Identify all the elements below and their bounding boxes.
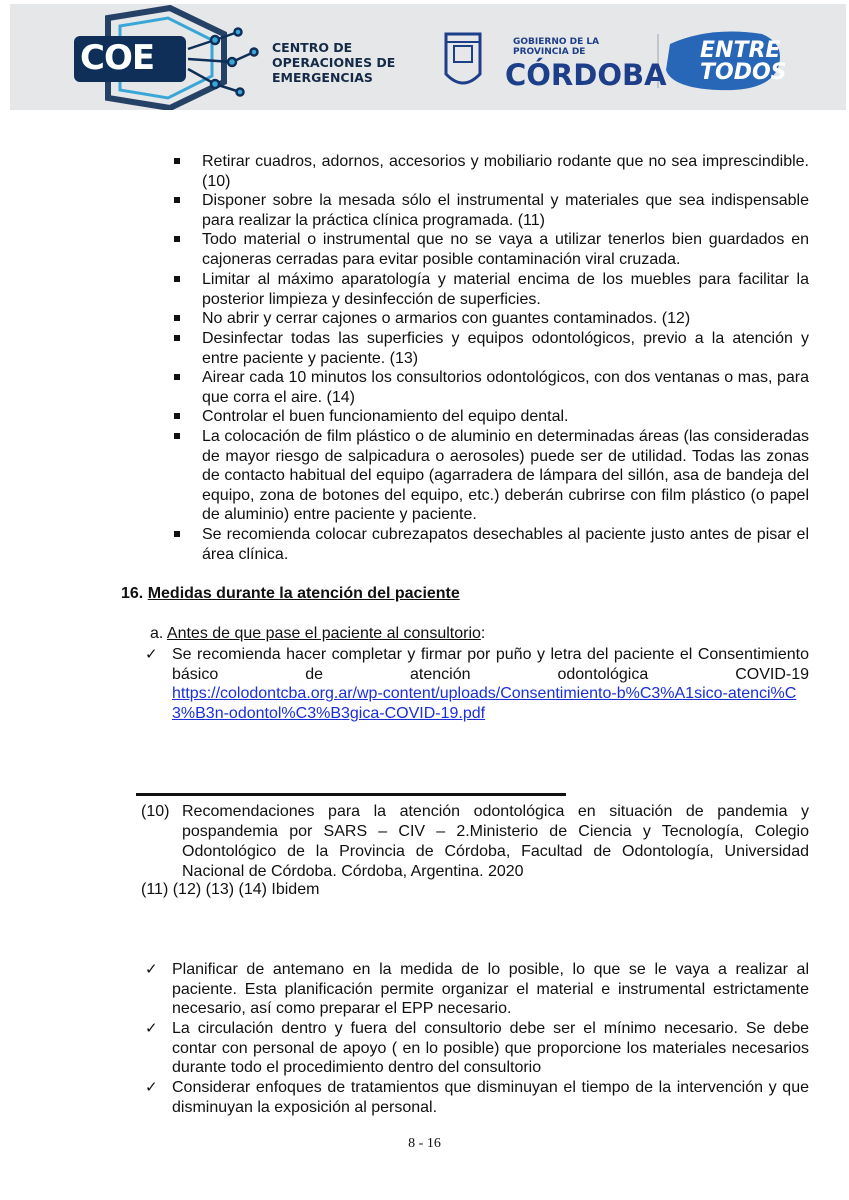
list-item: Limitar al máximo aparatología y material encima de los muebles para facilitar la posterior limpieza y desinfección de superficies. <box>202 270 809 309</box>
footnote-ibidem: (11) (12) (13) (14) Ibidem <box>141 881 320 898</box>
list-item: Disponer sobre la mesada sólo el instrumental y materiales que sea indispensable para realizar la práctica clínica programada. (11) <box>202 191 809 230</box>
government-label: GOBIERNO DE LA PROVINCIA DE <box>513 37 600 57</box>
list-item: Retirar cuadros, adornos, accesorios y mobiliario rodante que no sea imprescindible. (10) <box>202 152 809 191</box>
list-item: No abrir y cerrar cajones o armarios con guantes contaminados. (12) <box>202 309 809 329</box>
square-bullet-icon <box>174 236 180 242</box>
square-bullet-icon <box>174 276 180 282</box>
slogan: ENTRE TODOS <box>700 38 787 85</box>
header-banner <box>10 4 846 110</box>
square-bullet-icon <box>174 315 180 321</box>
checkmark-icon: ✓ <box>145 1019 158 1037</box>
checklist-item: ✓ Planificar de antemano en la medida de lo posible, lo que se le vaya a realizar al paciente. Esta planificación permite organizar el material e instrumental estrictamente necesario, así como preparar el EPP necesario. <box>145 960 809 1017</box>
cordoba-wordmark: CÓRDOBA <box>505 58 667 92</box>
checklist-item: ✓ Se recomienda hacer completar y firmar por puño y letra del paciente el Consentimiento básico de atención odontológica COVID-19 https://colodontcba.org.ar/wp-content/uploads/Consentimiento-b%C3%A1sico-atenci%C3%B3n-odontol%C3%B3gica-COVID-19.pdf <box>145 645 809 722</box>
checklist-item: ✓ Considerar enfoques de tratamientos que disminuyan el tiempo de la intervención y que disminuyan la exposición al personal. <box>145 1078 809 1116</box>
list-item: Airear cada 10 minutos los consultorios odontológicos, con dos ventanas o mas, para que corra el aire. (14) <box>202 368 809 407</box>
square-bullet-icon <box>174 158 180 164</box>
list-item: Desinfectar todas las superficies y equipos odontológicos, previo a la atención y entre paciente y paciente. (13) <box>202 329 809 368</box>
square-bullet-icon <box>174 335 180 341</box>
page-number: 8 - 16 <box>408 1136 441 1151</box>
list-item: Se recomienda colocar cubrezapatos desechables al paciente justo antes de pisar el área clínica. <box>202 525 809 564</box>
checklist-item: ✓ La circulación dentro y fuera del consultorio debe ser el mínimo necesario. Se debe contar con personal de apoyo ( en lo posible) que proporcione los materiales necesarios durante todo el procedimiento dentro del consultorio <box>145 1019 809 1076</box>
footnote-10: (10) Recomendaciones para la atención odontológica en situación de pandemia y pospandemia por SARS – CIV – 2.Ministerio de Ciencia y Tecnología, Colegio Odontológico de la Provincia de Córdoba, Facultad de Odontología, Universidad Nacional de Córdoba. Córdoba, Argentina. 2020 <box>141 803 809 880</box>
square-bullet-icon <box>174 413 180 419</box>
subsection-heading: a. Antes de que pase el paciente al consultorio: <box>150 625 486 642</box>
consent-form-link[interactable]: https://colodontcba.org.ar/wp-content/uploads/Consentimiento-b%C3%A1sico-atenci%C3%B3n-odontol%C3%B3gica-COVID-19.pdf <box>172 685 797 722</box>
section-heading: 16. Medidas durante la atención del paciente <box>121 585 460 602</box>
coe-full-name: CENTRO DE OPERACIONES DE EMERGENCIAS <box>272 40 396 85</box>
coe-logo-text: COE <box>80 38 155 78</box>
checkmark-icon: ✓ <box>145 1078 158 1096</box>
checkmark-icon: ✓ <box>145 960 158 978</box>
square-bullet-icon <box>174 374 180 380</box>
square-bullet-icon <box>174 433 180 439</box>
cordoba-shield-icon <box>446 34 480 83</box>
list-item: La colocación de film plástico o de aluminio en determinadas áreas (las consideradas de mayor riesgo de salpicadura o aerosoles) puede ser de utilidad. Todas las zonas de contacto habitual del equipo (agarradera de lámpara del sillón, asa de bandeja del equipo, zona de botones del equipo, etc.) deberán cubrirse con film plástico (o papel de aluminio) entre paciente y paciente. <box>202 427 809 525</box>
square-bullet-icon <box>174 197 180 203</box>
list-item: Todo material o instrumental que no se vaya a utilizar tenerlos bien guardados en cajoneras cerradas para evitar posible contaminación viral cruzada. <box>202 230 809 269</box>
footnote-separator <box>136 793 566 796</box>
square-bullet-icon <box>174 531 180 537</box>
checkmark-icon: ✓ <box>145 645 158 663</box>
list-item: Controlar el buen funcionamiento del equipo dental. <box>202 407 809 427</box>
